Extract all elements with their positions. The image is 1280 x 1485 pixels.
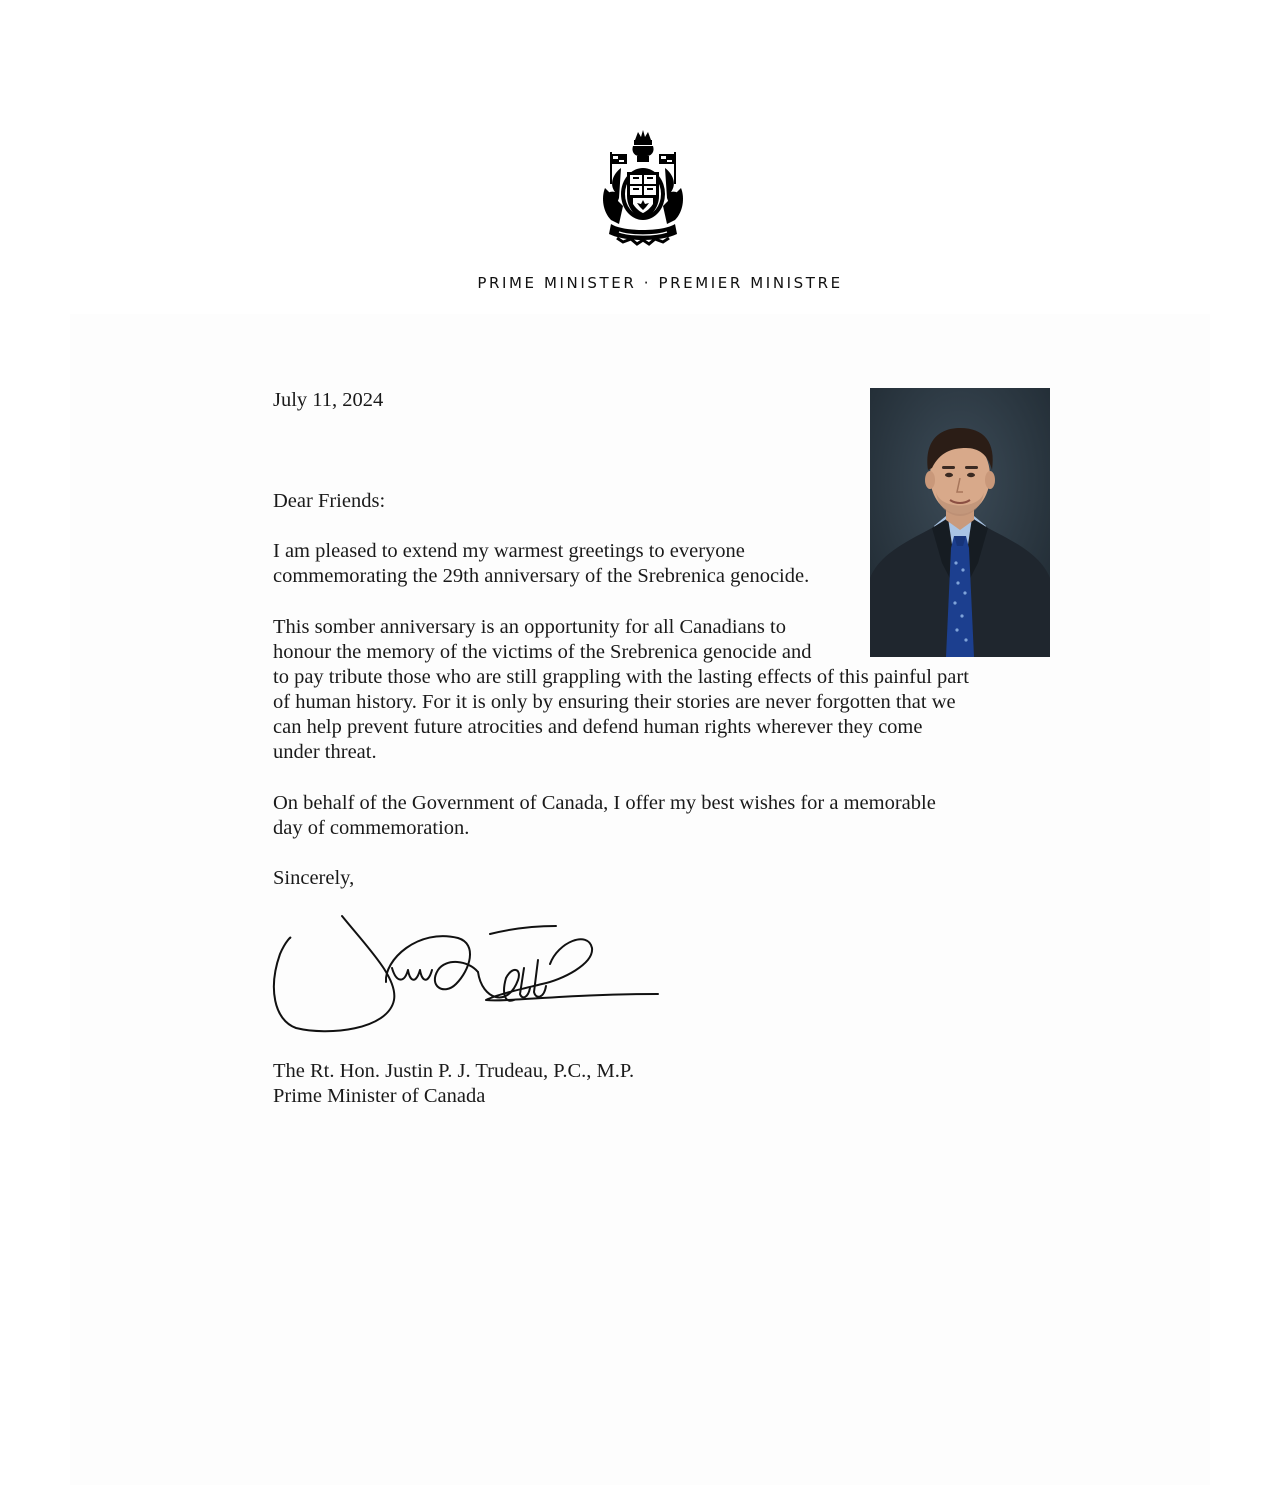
paragraph-line: I am pleased to extend my warmest greetings to everyone xyxy=(273,540,745,562)
paragraph-line: day of commemoration. xyxy=(273,817,470,839)
paragraph-line: to pay tribute those who are still grappling with the lasting effects of this painful part xyxy=(273,666,969,688)
signer-name: The Rt. Hon. Justin P. J. Trudeau, P.C., M.P. xyxy=(273,1060,635,1082)
paragraph-line: honour the memory of the victims of the Srebrenica genocide and xyxy=(273,641,812,663)
signature-image xyxy=(268,908,668,1038)
signer-block xyxy=(273,1059,634,1109)
letter-salutation: Dear Friends: xyxy=(273,490,386,512)
paragraph-line: of human history. For it is only by ensuring their stories are never forgotten that we xyxy=(273,691,956,713)
paragraph-line: can help prevent future atrocities and defend human rights wherever they come xyxy=(273,716,923,738)
letter-closing: Sincerely, xyxy=(273,867,355,889)
signer-title: Prime Minister of Canada xyxy=(273,1085,486,1107)
letter-paragraph-1 xyxy=(273,539,809,589)
paragraph-line: On behalf of the Government of Canada, I offer my best wishes for a memorable xyxy=(273,792,936,814)
paragraph-line: under threat. xyxy=(273,741,377,763)
letter-paragraph-3 xyxy=(273,791,936,841)
letterhead-title: PRIME MINISTER · PREMIER MINISTRE xyxy=(477,274,843,292)
canada-coat-of-arms-icon xyxy=(597,128,689,246)
paragraph-line: This somber anniversary is an opportunity for all Canadians to xyxy=(273,616,786,638)
paragraph-line: commemorating the 29th anniversary of the Srebrenica genocide. xyxy=(273,565,810,587)
letter-paragraph-2 xyxy=(273,615,969,765)
letter-date: July 11, 2024 xyxy=(273,389,384,411)
